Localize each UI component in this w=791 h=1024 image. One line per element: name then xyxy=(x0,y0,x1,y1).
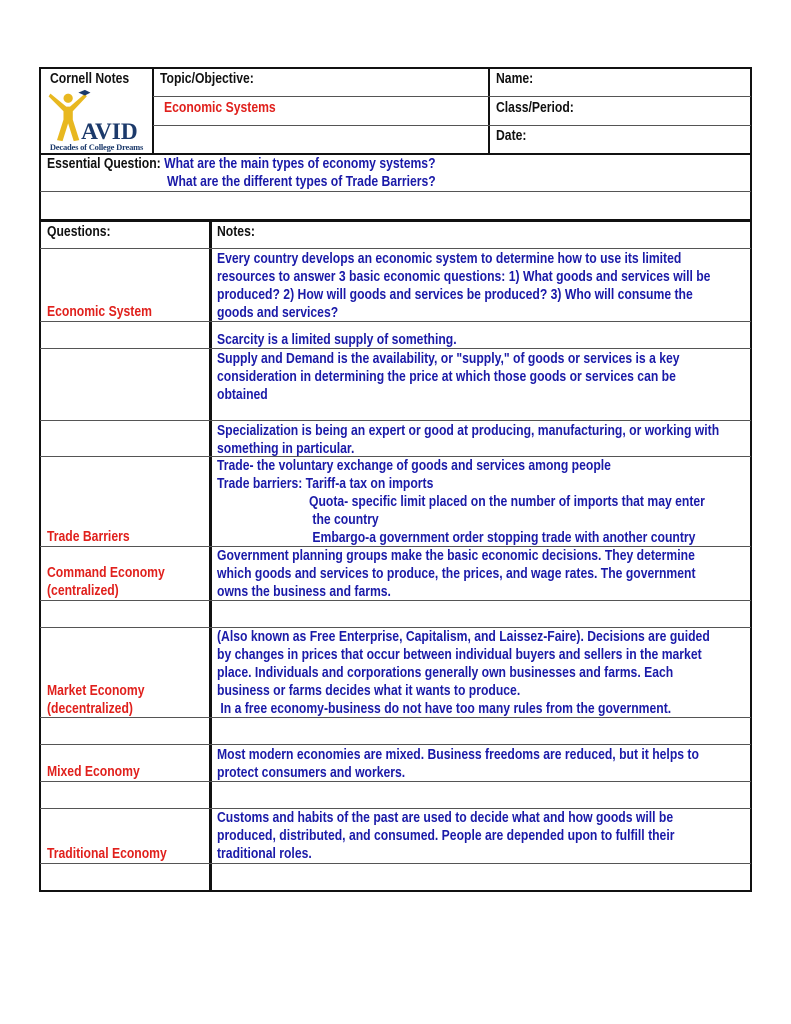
cornell-notes-title: Cornell Notes xyxy=(50,71,130,87)
divider xyxy=(40,248,751,249)
date-field-label[interactable]: Date: xyxy=(496,128,527,144)
question-trade-barriers: Trade Barriers xyxy=(47,529,130,545)
name-field-label[interactable]: Name: xyxy=(496,71,534,87)
note-line: Every country develops an economic system to determine how to use its limited xyxy=(217,251,682,267)
svg-text:AVID: AVID xyxy=(81,119,138,142)
note-market-economy xyxy=(217,628,791,718)
note-line: Embargo-a government order stopping trade with another country xyxy=(309,530,696,546)
note-traditional-economy xyxy=(217,809,791,863)
note-line: which goods and services to produce, the prices, and wage rates. The government xyxy=(217,566,696,582)
note-scarcity xyxy=(217,331,791,349)
avid-tagline: Decades of College Dreams xyxy=(49,142,144,152)
note-mixed-economy xyxy=(217,746,791,782)
note-line: produced? 2) How will goods and services be produced? 3) Who will consume the xyxy=(217,287,693,303)
note-line: Scarcity is a limited supply of something. xyxy=(217,332,457,348)
question-command-economy-sub: (centralized) xyxy=(47,583,119,599)
question-command-economy: Command Economy xyxy=(47,565,165,581)
divider xyxy=(40,863,751,864)
note-line: Trade- the voluntary exchange of goods and services among people xyxy=(217,458,611,474)
note-line: In a free economy-business do not have too many rules from the government. xyxy=(217,701,672,717)
note-economic-system xyxy=(217,250,791,322)
question-traditional-economy: Traditional Economy xyxy=(47,846,167,862)
divider xyxy=(40,420,751,421)
questions-header: Questions: xyxy=(47,224,111,240)
divider xyxy=(40,744,751,745)
essential-question-label: Essential Question: xyxy=(47,156,161,172)
note-line: (Also known as Free Enterprise, Capitalism, and Laissez-Faire). Decisions are guided xyxy=(217,629,710,645)
note-line: Government planning groups make the basic economic decisions. They determine xyxy=(217,548,695,564)
note-line: Trade barriers: Tariff-a tax on imports xyxy=(217,476,434,492)
class-period-field-label[interactable]: Class/Period: xyxy=(496,100,574,116)
avid-figure-icon xyxy=(44,88,150,142)
note-line: the country xyxy=(309,512,379,528)
note-line: goods and services? xyxy=(217,305,339,321)
note-line: resources to answer 3 basic economic questions: 1) What goods and services will be xyxy=(217,269,711,285)
note-line: Customs and habits of the past are used to decide what and how goods will be xyxy=(217,810,674,826)
question-market-economy-sub: (decentralized) xyxy=(47,701,133,717)
notes-header: Notes: xyxy=(217,224,255,240)
divider xyxy=(40,191,751,192)
note-line: traditional roles. xyxy=(217,846,312,862)
note-line: by changes in prices that occur between individual buyers and sellers in the market xyxy=(217,647,702,663)
divider xyxy=(153,96,751,97)
note-supply-demand xyxy=(217,350,791,404)
note-line: owns the business and farms. xyxy=(217,584,391,600)
essential-question-2: What are the different types of Trade Barriers? xyxy=(167,174,436,190)
note-line: something in particular. xyxy=(217,441,355,457)
note-line: obtained xyxy=(217,387,268,403)
note-trade-barriers xyxy=(217,457,791,547)
note-line: Most modern economies are mixed. Business freedoms are reduced, but it helps to xyxy=(217,747,699,763)
essential-question-1: What are the main types of economy systems? xyxy=(164,156,436,172)
question-economic-system: Economic System xyxy=(47,304,152,320)
note-line: consideration in determining the price at which those goods or services can be xyxy=(217,369,676,385)
topic-value[interactable]: Economic Systems xyxy=(164,100,276,116)
question-market-economy: Market Economy xyxy=(47,683,145,699)
note-line: produced, distributed, and consumed. People are depended upon to fulfill their xyxy=(217,828,675,844)
question-mixed-economy: Mixed Economy xyxy=(47,764,140,780)
note-command-economy xyxy=(217,547,791,601)
topic-label: Topic/Objective: xyxy=(160,71,254,87)
note-line: protect consumers and workers. xyxy=(217,765,406,781)
note-line: place. Individuals and corporations generally own businesses and farms. Each xyxy=(217,665,674,681)
note-line: business or farms decides what it wants to produce. xyxy=(217,683,521,699)
divider xyxy=(153,125,751,126)
note-line: Supply and Demand is the availability, or "supply," of goods or services is a key xyxy=(217,351,680,367)
note-line: Quota- specific limit placed on the number of imports that may enter xyxy=(309,494,705,510)
note-line: Specialization is being an expert or good at producing, manufacturing, or working with xyxy=(217,423,720,439)
note-specialization xyxy=(217,422,791,458)
avid-logo xyxy=(44,88,150,142)
